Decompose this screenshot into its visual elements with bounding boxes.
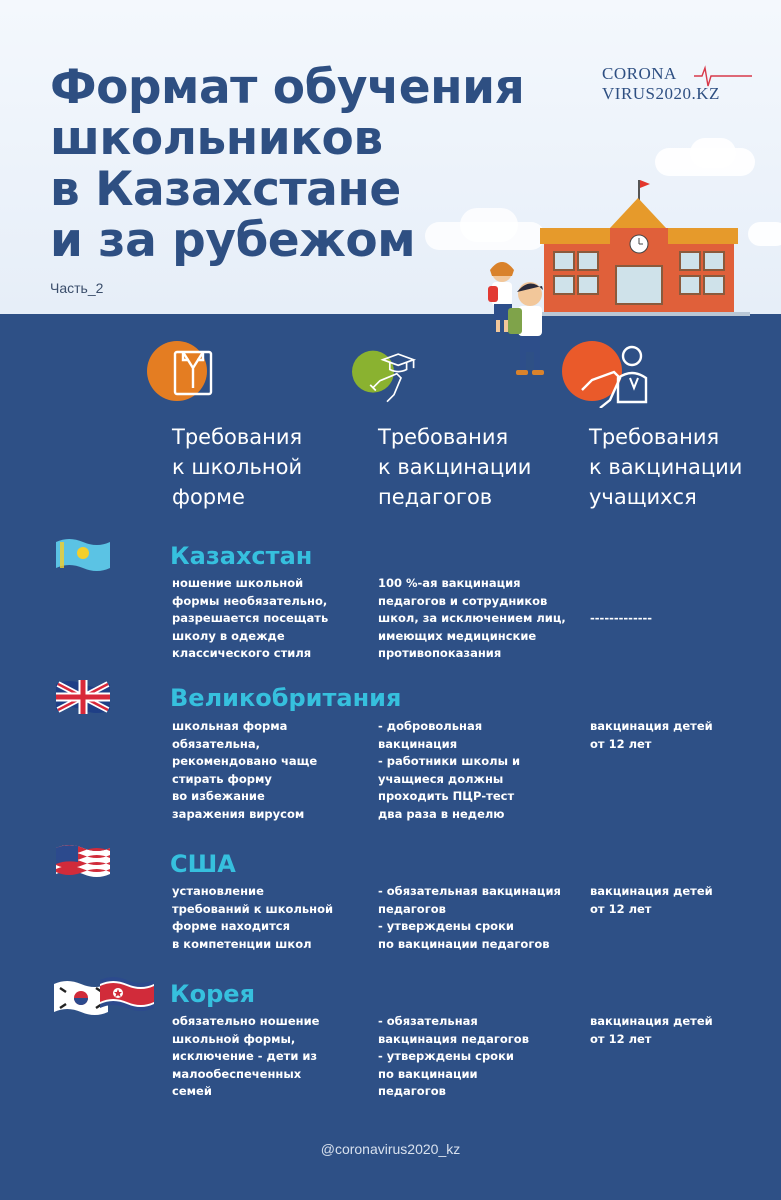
text-line: - утверждены сроки	[378, 1049, 514, 1063]
text-line: вакцинация детей	[590, 1014, 713, 1028]
text-line: вакцинация детей	[590, 884, 713, 898]
uk-uniform-text	[172, 718, 317, 823]
text-line: - обязательная	[378, 1014, 478, 1028]
text-line: в компетенции школ	[172, 936, 312, 951]
country-name-kazakhstan: Казахстан	[170, 542, 313, 570]
text-line: формы необязательно,	[172, 593, 328, 608]
text-line: обязательна,	[172, 736, 260, 751]
text-line: форме находится	[172, 919, 290, 933]
usa-teachers-text	[378, 883, 561, 953]
logo-line1: CORONA	[602, 64, 677, 83]
title-line: Формат обучения	[50, 60, 525, 115]
text-line: рекомендовано чаще	[172, 754, 318, 768]
text-line: стирать форму	[172, 771, 272, 786]
kazakhstan-students-text	[590, 610, 652, 628]
text-line: -------------	[590, 611, 653, 625]
corona-virus-logo	[602, 64, 752, 104]
text-line: малообеспеченных	[172, 1066, 302, 1081]
text-line: педагогов	[378, 901, 446, 916]
text-line: установление	[172, 884, 264, 898]
text-line: от 12 лет	[590, 736, 652, 751]
heading-line: Требования	[378, 425, 509, 449]
text-line: - утверждены сроки	[378, 919, 514, 933]
text-line: по вакцинации	[378, 1066, 478, 1081]
ecg-line-icon	[602, 64, 752, 104]
student-vaccination-icon	[562, 338, 662, 408]
text-line: проходить ПЦР-тест	[378, 789, 515, 803]
korea-flags-icon	[52, 972, 156, 1020]
heading-line: к школьной	[172, 455, 303, 479]
korea-uniform-text	[172, 1013, 319, 1101]
korea-students-text	[590, 1013, 713, 1048]
text-line: вакцинация педагогов	[378, 1031, 529, 1046]
teacher-vaccination-icon	[352, 338, 422, 408]
school-uniform-icon	[147, 338, 217, 408]
uk-flag-icon	[54, 676, 112, 718]
text-line: классического стиля	[172, 646, 312, 660]
usa-students-text	[590, 883, 713, 918]
text-line: педагогов и сотрудников	[378, 593, 548, 608]
text-line: исключение - дети из	[172, 1049, 318, 1063]
heading-line: учащихся	[589, 485, 697, 509]
country-name-usa: США	[170, 850, 236, 878]
heading-line: к вакцинации	[378, 455, 532, 479]
title-line: в Казахстане	[50, 162, 401, 217]
heading-line: педагогов	[378, 485, 493, 509]
column-heading-students	[589, 422, 742, 512]
heading-line: форме	[172, 485, 245, 509]
text-line: противопоказания	[378, 646, 502, 660]
title-line: школьников	[50, 111, 383, 166]
column-heading-uniform	[172, 422, 302, 512]
text-line: во избежание	[172, 789, 265, 803]
text-line: школ, за исключением лиц,	[378, 611, 566, 625]
text-line: разрешается посещать	[172, 611, 329, 625]
text-line: два раза в неделю	[378, 806, 505, 821]
text-line: семей	[172, 1084, 212, 1098]
text-line: - работники школы и	[378, 754, 521, 768]
column-heading-teachers	[378, 422, 531, 512]
korea-teachers-text	[378, 1013, 529, 1101]
kazakhstan-uniform-text	[172, 575, 328, 663]
text-line: школьная форма	[172, 719, 288, 733]
usa-flag-icon	[54, 840, 112, 882]
part-label: Часть_2	[50, 280, 104, 296]
text-line: - добровольная	[378, 719, 483, 733]
kazakhstan-flag-icon	[54, 534, 112, 576]
text-line: требований к школьной	[172, 901, 334, 916]
uk-students-text	[590, 718, 713, 753]
text-line: учащиеся должны	[378, 771, 504, 786]
heading-line: Требования	[172, 425, 303, 449]
text-line: от 12 лет	[590, 1031, 652, 1046]
text-line: школу в одежде	[172, 628, 285, 643]
title-line: и за рубежом	[50, 213, 416, 268]
kazakhstan-teachers-text	[378, 575, 566, 663]
text-line: обязательно ношение	[172, 1014, 320, 1028]
country-name-korea: Корея	[170, 980, 255, 1008]
text-line: вакцинация детей	[590, 719, 713, 733]
country-name-uk: Великобритания	[170, 684, 402, 712]
text-line: педагогов	[378, 1084, 446, 1098]
text-line: ношение школьной	[172, 576, 304, 590]
text-line: имеющих медицинские	[378, 628, 537, 643]
heading-line: к вакцинации	[589, 455, 743, 479]
uk-teachers-text	[378, 718, 520, 823]
usa-uniform-text	[172, 883, 333, 953]
footer-handle: @coronavirus2020_kz	[320, 1141, 461, 1157]
text-line: 100 %-ая вакцинация	[378, 576, 521, 590]
text-line: школьной формы,	[172, 1031, 296, 1046]
page-title	[50, 62, 524, 266]
text-line: по вакцинации педагогов	[378, 936, 550, 951]
text-line: - обязательная вакцинация	[378, 884, 561, 898]
heading-line: Требования	[589, 425, 720, 449]
text-line: от 12 лет	[590, 901, 652, 916]
text-line: вакцинация	[378, 736, 458, 751]
text-line: заражения вирусом	[172, 806, 305, 821]
logo-line2: VIRUS2020.KZ	[602, 84, 720, 103]
